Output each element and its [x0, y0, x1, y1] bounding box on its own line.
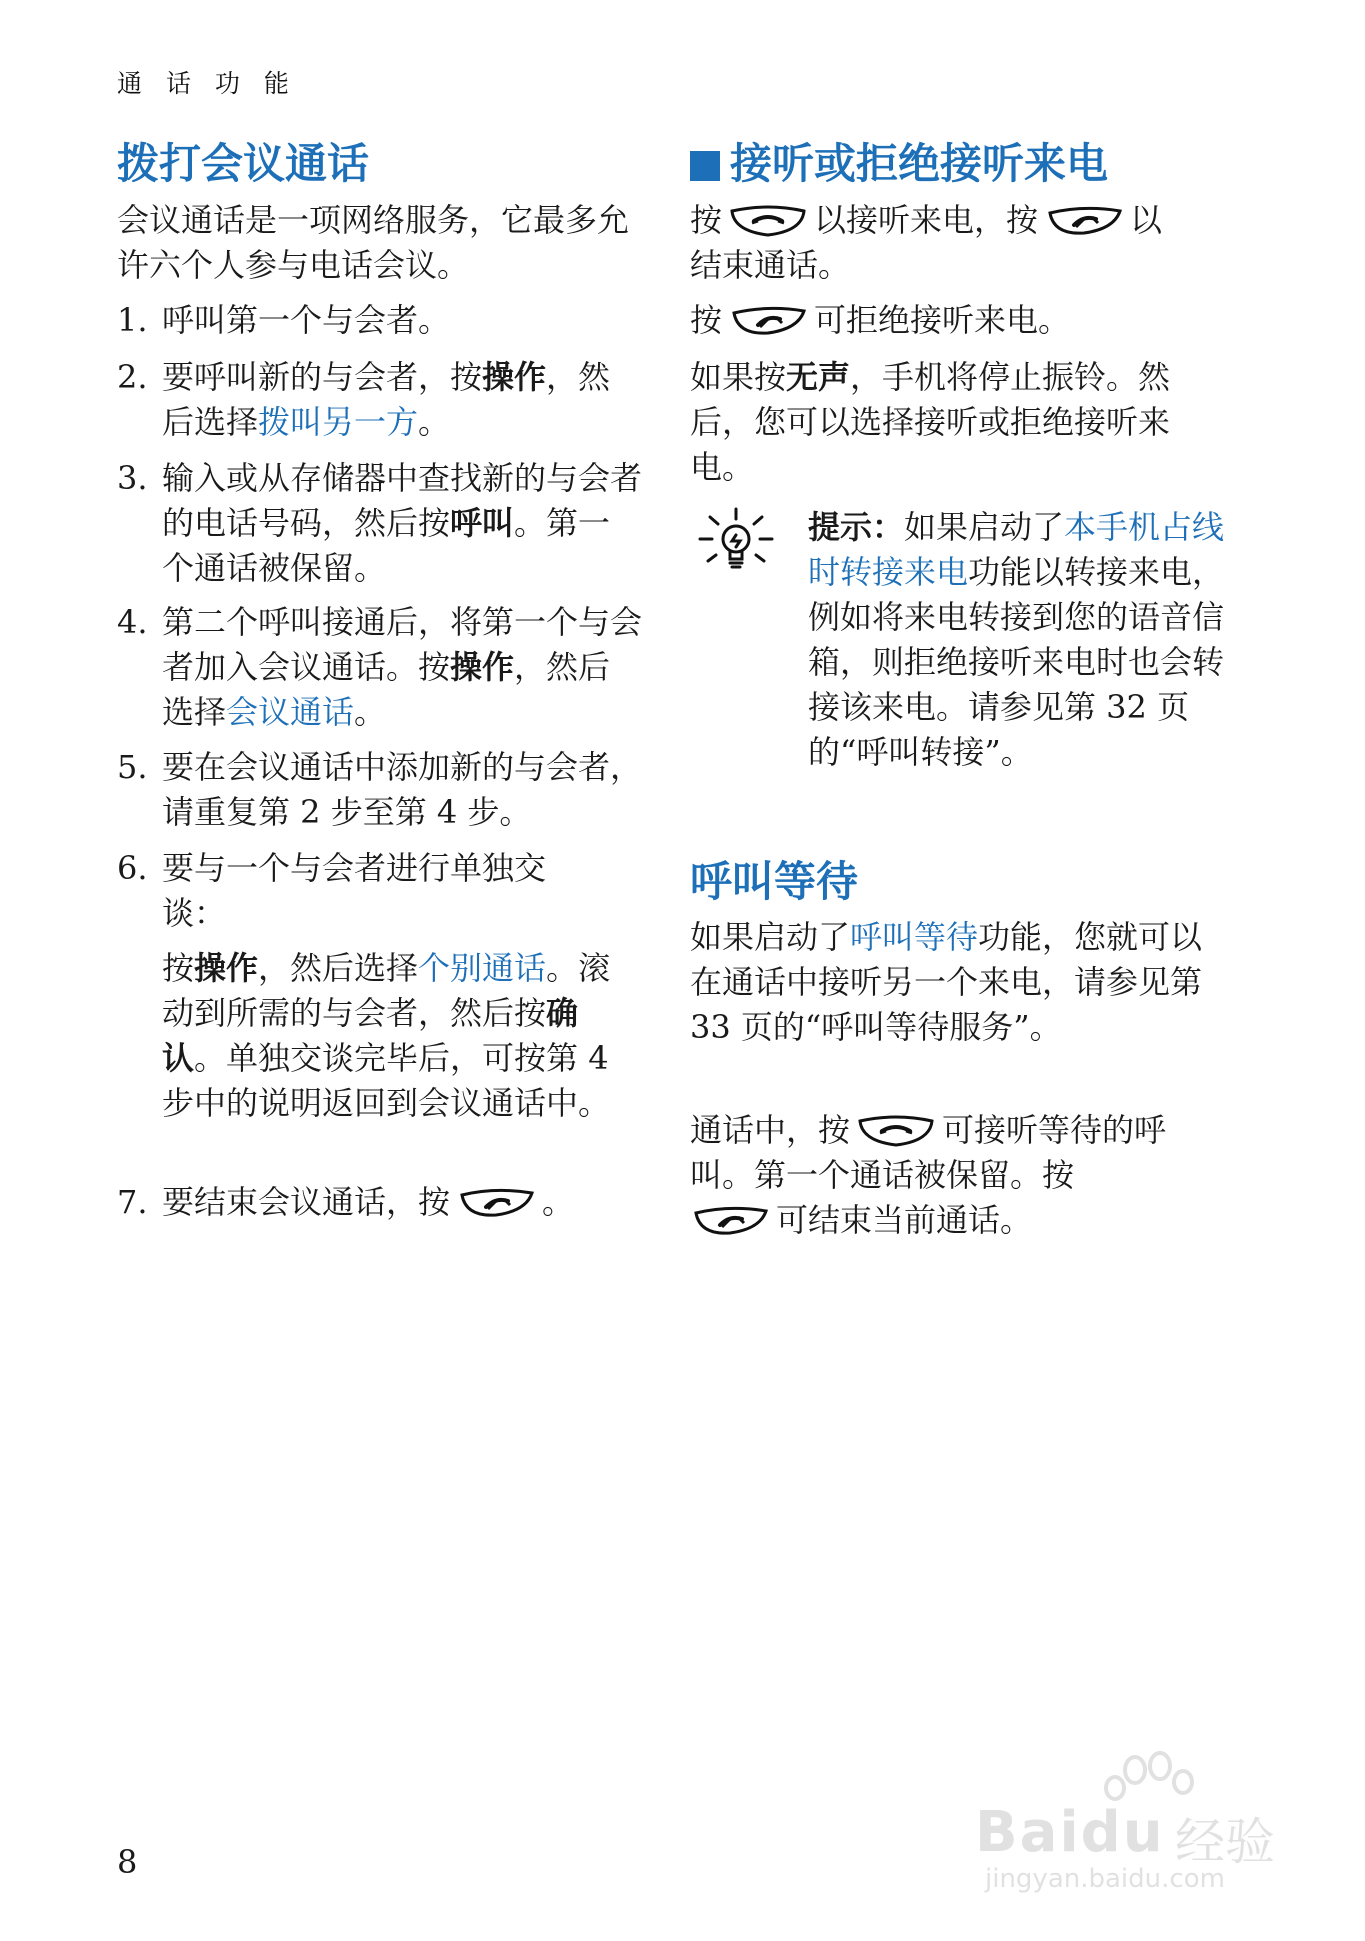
end-key-icon	[1044, 205, 1124, 237]
step6-detail: 按操作，然后选择个别通话。滚动到所需的与会者，然后按确认。单独交谈完毕后，可按第 4 步中的说明返回到会议通话中。	[162, 949, 611, 1122]
end-key-icon	[690, 1205, 770, 1237]
lightbulb-icon	[696, 505, 776, 585]
step-text: 输入或从存储器中查找新的与会者的电话号码，然后按呼叫。第一个通话被保留。	[162, 459, 643, 587]
running-header: 通 话 功 能	[117, 69, 297, 98]
call-waiting-paragraph: 如果启动了呼叫等待功能，您就可以在通话中接听另一个来电，请参见第 33 页的“呼叫等待服务”。	[690, 918, 1203, 1046]
step-text: 要在会议通话中添加新的与会者，请重复第 2 步至第 4 步。	[162, 748, 643, 831]
conference-intro: 会议通话是一项网络服务，它最多允许六个人参与电话会议。	[117, 201, 630, 284]
watermark-brand: Baidu	[975, 1800, 1165, 1865]
watermark-cn: 经验	[1175, 1813, 1275, 1871]
call-key-icon	[856, 1115, 936, 1147]
watermark-url: jingyan.baidu.com	[985, 1864, 1225, 1894]
step-number: 7.	[117, 1183, 148, 1221]
step-number: 3.	[117, 459, 148, 497]
section-heading-answer-reject: 接听或拒绝接听来电	[690, 138, 1108, 190]
reject-paragraph: 按 可拒绝接听来电。	[690, 301, 1071, 339]
section-heading-conference-call: 拨打会议通话	[117, 139, 370, 188]
menu-link-private[interactable]: 个别通话	[418, 949, 547, 987]
step-text: 第二个呼叫接通后，将第一个与会者加入会议通话。按操作，然后选择会议通话。	[162, 603, 643, 731]
menu-link-call-waiting[interactable]: 呼叫等待	[850, 918, 979, 956]
tip-text: 提示：如果启动了本手机占线时转接来电功能以转接来电，例如将来电转接到您的语音信箱，则拒绝接听来电时也会转接该来电。请参见第 32 页的“呼叫转接”。	[808, 508, 1225, 771]
menu-link-add-party[interactable]: 拨叫另一方	[258, 403, 419, 441]
step-number: 4.	[117, 603, 148, 641]
silence-paragraph: 如果按无声，手机将停止振铃。然后，您可以选择接听或拒绝接听来电。	[690, 358, 1171, 486]
watermark	[975, 1740, 1305, 1900]
answer-paragraph: 按 以接听来电，按 以 结束通话。	[690, 201, 1163, 284]
menu-link-conference[interactable]: 会议通话	[226, 693, 355, 731]
step-number: 1.	[117, 301, 148, 339]
end-key-icon	[456, 1187, 536, 1219]
menu-link-divert-busy[interactable]: 本手机占线时转接来电	[808, 508, 1225, 591]
section-marker	[690, 151, 720, 181]
step-text: 要结束会议通话，按 。	[162, 1183, 575, 1221]
section-heading-call-waiting: 呼叫等待	[690, 857, 859, 906]
page-number: 8	[117, 1843, 138, 1881]
step-text: 呼叫第一个与会者。	[162, 301, 451, 339]
end-key-icon	[728, 305, 808, 337]
step-number: 5.	[117, 748, 148, 786]
waiting-answer-paragraph: 通话中，按 可接听等待的呼叫。第一个通话被保留。按 可结束当前通话。	[690, 1111, 1167, 1239]
step-number: 2.	[117, 358, 148, 396]
step-number: 6.	[117, 849, 148, 887]
step-text: 要与一个与会者进行单独交谈：	[162, 849, 547, 932]
step-text: 要呼叫新的与会者，按操作，然后选择拨叫另一方。	[162, 358, 611, 441]
call-key-icon	[728, 205, 808, 237]
